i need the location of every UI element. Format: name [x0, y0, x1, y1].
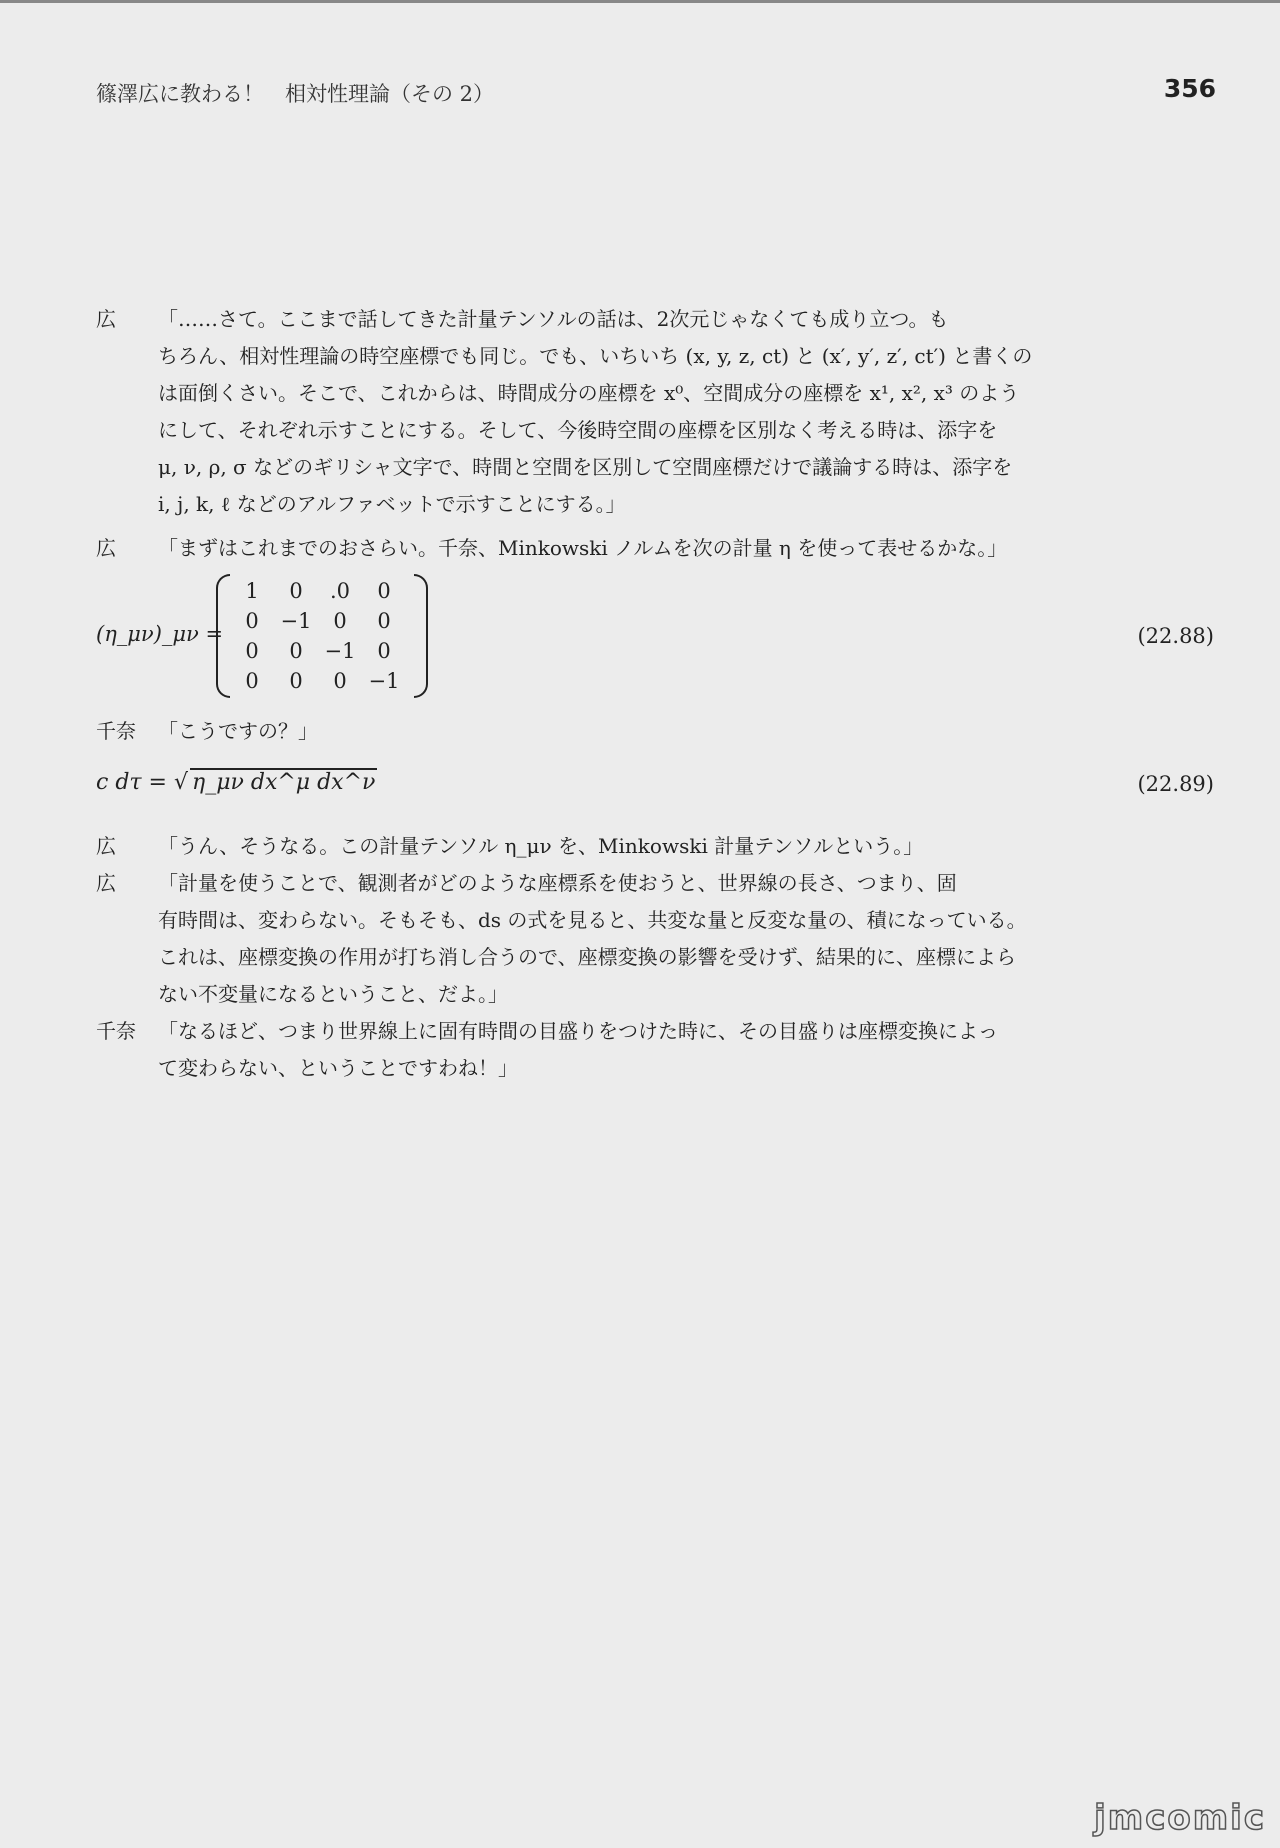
matrix-cell: 0 [245, 639, 259, 663]
speaker-label: 広 [96, 307, 116, 331]
running-header-title: 篠澤広に教わる！ 相対性理論（その 2） [96, 82, 495, 106]
text-line: μ, ν, ρ, σ などのギリシャ文字で、時間と空間を区別して空間座標だけで議論する時は、添字を [158, 455, 1013, 479]
speaker-label: 広 [96, 536, 116, 560]
text-line: は面倒くさい。そこで、これからは、時間成分の座標を x⁰、空間成分の座標を x¹, x², x³ のよう [158, 381, 1020, 405]
text-line: にして、それぞれ示すことにする。そして、今後時空間の座標を区別なく考える時は、添字を [158, 418, 998, 442]
left-paren [216, 574, 230, 698]
text-line: i, j, k, ℓ などのアルファベットで示すことにする。」 [158, 492, 626, 516]
speaker-label: 広 [96, 834, 116, 858]
text-line: 「こうですの？」 [158, 719, 318, 743]
text-line: ない不変量になるということ、だよ。」 [158, 982, 508, 1006]
text-line: 「うん、そうなる。この計量テンソル η_μν を、Minkowski 計量テンソルという。」 [158, 834, 924, 858]
matrix-cell: −1 [368, 669, 400, 693]
right-paren [414, 574, 428, 698]
text-line: 「まずはこれまでのおさらい。千奈、Minkowski ノルムを次の計量 η を使って表せるかな。」 [158, 536, 1008, 560]
text-line: 「……さて。ここまで話してきた計量テンソルの話は、2次元じゃなくても成り立つ。も [158, 307, 949, 331]
text-line: 「なるほど、つまり世界線上に固有時間の目盛りをつけた時に、その目盛りは座標変換によっ [158, 1019, 998, 1043]
matrix-cell: 0 [377, 579, 391, 603]
matrix-cell: 0 [245, 669, 259, 693]
matrix-table [230, 576, 406, 696]
matrix-cell: 0 [245, 609, 259, 633]
speaker-label: 千奈 [96, 1019, 136, 1043]
dialogue-paragraph-4 [96, 828, 1026, 865]
text-line: 「計量を使うことで、観測者がどのような座標系を使おうと、世界線の長さ、つまり、固 [158, 871, 957, 895]
sqrt-sign: √ [174, 770, 189, 795]
matrix-cell: 0 [289, 639, 303, 663]
watermark-logo: jmcomic [1094, 1798, 1266, 1838]
matrix-cell: .0 [329, 579, 351, 603]
equation-label: (η_μν)_μν = [96, 622, 224, 646]
text-line: これは、座標変換の作用が打ち消し合うので、座標変換の影響を受けず、結果的に、座標によら [158, 945, 1016, 969]
equation-number: (22.89) [1137, 772, 1214, 796]
dialogue-paragraph-1 [96, 301, 1033, 523]
matrix-cell: −1 [324, 639, 356, 663]
matrix-cell: 0 [289, 579, 303, 603]
metric-matrix [216, 574, 428, 700]
dialogue-paragraph-3 [96, 713, 1026, 750]
equation-rhs: η_μν dx^μ dx^ν [192, 770, 376, 795]
text-line: ちろん、相対性理論の時空座標でも同じ。でも、いちいち (x, y, z, ct) と (x′, y′, z′, ct′) と書くの [158, 344, 1033, 368]
text-line: て変わらない、ということですわね！」 [158, 1056, 518, 1080]
matrix-cell: 0 [377, 609, 391, 633]
matrix-cell: −1 [280, 609, 312, 633]
dialogue-paragraph-2 [96, 530, 1026, 567]
matrix-cell: 0 [333, 669, 347, 693]
dialogue-paragraph-6 [96, 1013, 1026, 1087]
speaker-label: 千奈 [96, 719, 136, 743]
proper-time-equation [96, 768, 377, 795]
dialogue-paragraph-5 [96, 865, 1026, 1013]
matrix-cell: 1 [245, 579, 259, 603]
text-line: 有時間は、変わらない。そもそも、ds の式を見ると、共変な量と反変な量の、積になっている。 [158, 908, 1027, 932]
matrix-cell: 0 [333, 609, 347, 633]
speaker-label: 広 [96, 871, 116, 895]
matrix-cell: 0 [377, 639, 391, 663]
equation-number: (22.88) [1137, 624, 1214, 648]
equation-lhs: c dτ = [96, 770, 174, 795]
matrix-cell: 0 [289, 669, 303, 693]
page-number: 356 [1163, 74, 1216, 103]
top-edge-line [0, 0, 1280, 3]
